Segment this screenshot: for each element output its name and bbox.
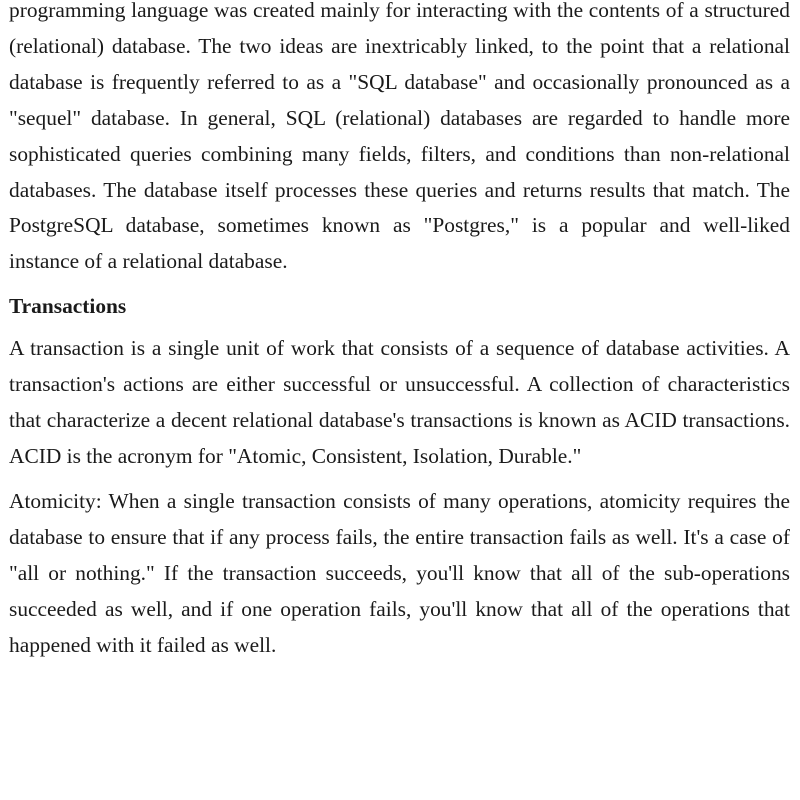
atomicity-paragraph: Atomicity: When a single transaction consists of many operations, atomicity requires the database to ensure that if any process fails, the entire transaction fails as well. It's a case of "all or nothing." If the transaction succeeds, you'll know that all of the sub-operations succeeded as well, and if one operation fails, you'll know that all of the operations that happened with it failed as well. [9,488,790,657]
transactions-paragraph: A transaction is a single unit of work that consists of a sequence of database activities. A transaction's actions are either successful or unsuccessful. A collection of characteristics that characterize a decent relational database's transactions is known as ACID transactions. ACID is the acronym for "Atomic, Consistent, Isolation, Durable." [9,336,790,468]
section-heading-transactions: Transactions [9,294,127,319]
document-page [9,0,790,663]
intro-paragraph: programming language was created mainly for interacting with the contents of a structured (relational) database. The two ideas are inextricably linked, to the point that a relational database is frequently referred to as a "SQL database" and occasionally pronounced as a "sequel" database. In general, SQL (relational) databases are regarded to handle more sophisticated queries combining many fields, filters, and conditions than non-relational databases. The database itself processes these queries and returns results that match. The PostgreSQL database, sometimes known as "Postgres," is a popular and well-liked instance of a relational database. [9,0,790,274]
